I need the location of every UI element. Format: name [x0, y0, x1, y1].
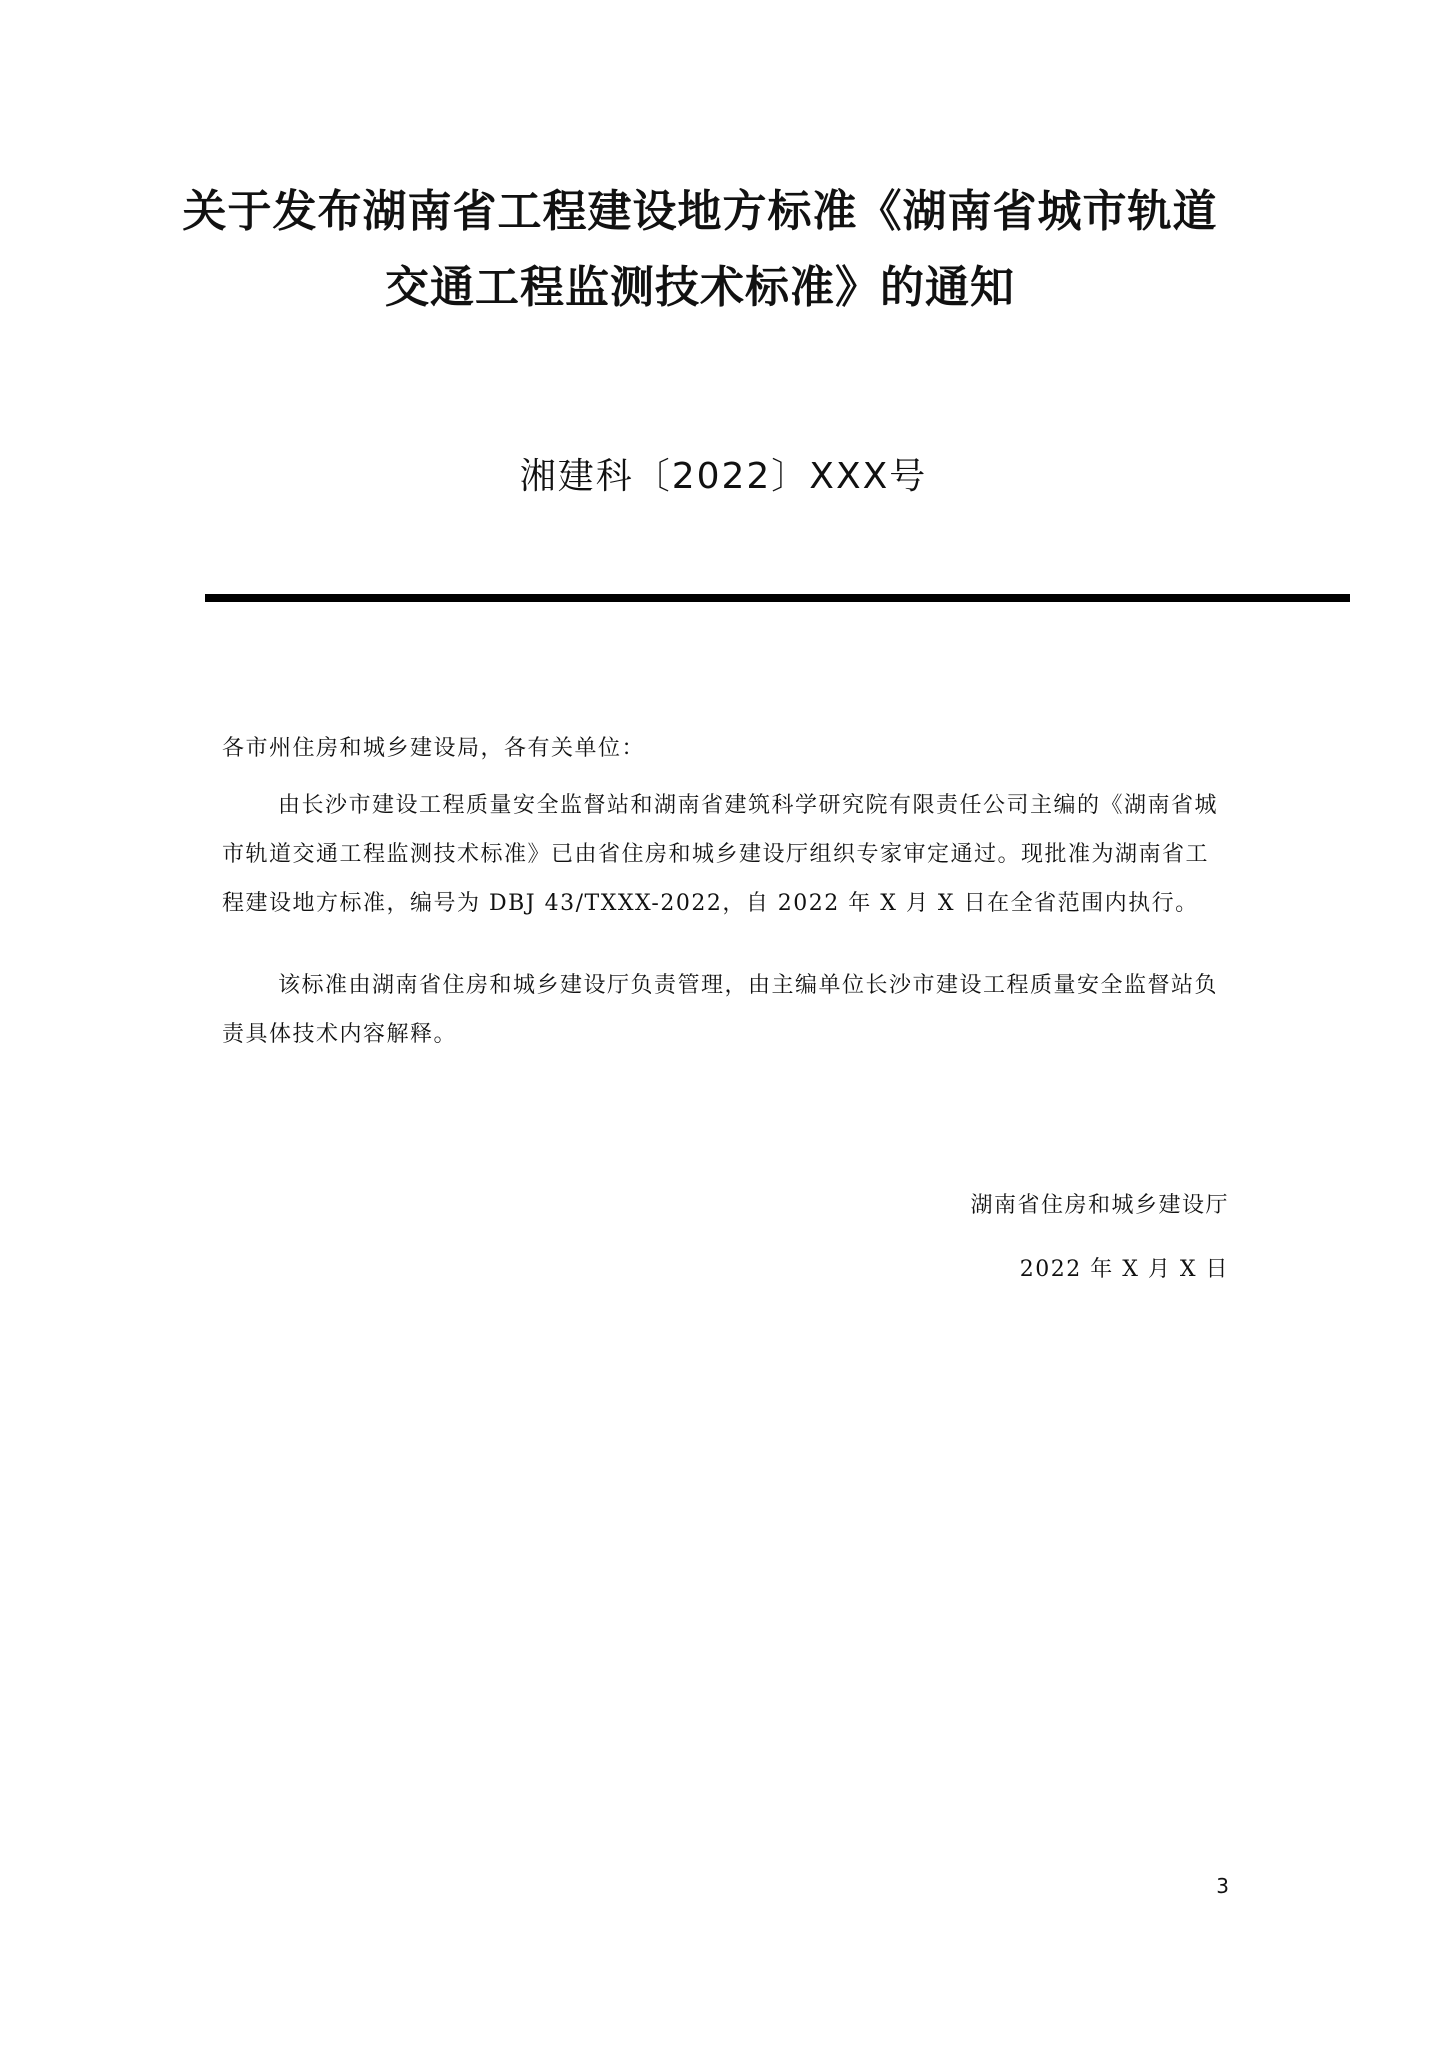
- title-line-2: 交通工程监测技术标准》的通知: [385, 262, 1015, 313]
- header-divider: [205, 594, 1350, 602]
- document-number: 湘建科〔2022〕XXX号: [519, 456, 928, 497]
- body-paragraph-2: 该标准由湖南省住房和城乡建设厅负责管理，由主编单位长沙市建设工程质量安全监督站负责具体技术内容解释。: [222, 973, 1219, 1047]
- body-paragraph-1: 由长沙市建设工程质量安全监督站和湖南省建筑科学研究院有限责任公司主编的《湖南省城市轨道交通工程监测技术标准》已由省住房和城乡建设厅组织专家审定通过。现批准为湖南省工程建设地方标准，编号为 DBJ 43/TXXX-2022，自 2022 年 X 月 X 日在全省范围内执行。: [222, 793, 1219, 916]
- title-line-1: 关于发布湖南省工程建设地方标准《湖南省城市轨道: [182, 186, 1218, 237]
- salutation: 各市州住房和城乡建设局，各有关单位：: [222, 736, 646, 761]
- signature-date: 2022 年 X 月 X 日: [1019, 1257, 1229, 1282]
- page-number: 3: [1216, 1874, 1229, 1898]
- signature-organization: 湖南省住房和城乡建设厅: [970, 1193, 1229, 1218]
